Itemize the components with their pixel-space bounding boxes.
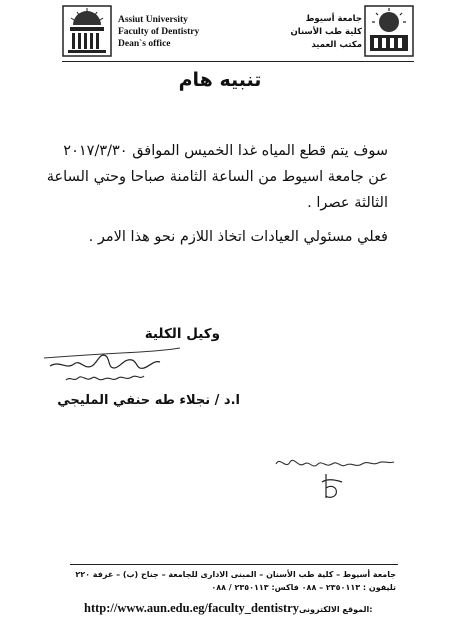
header-divider [62,61,414,62]
page-title: تنبيه هام [178,69,262,91]
header-english [118,14,238,50]
footer-address: جامعة أسيوط – كلية طب الأسنان – المبنى الادارى للجامعة – جناح (ب) – غرفة ٢٢٠ [75,570,396,579]
footer-phone: تليفون : ٢٣٥٠١١٣ – ٠٨٨ فاكس: ٢٣٥٠١١٣ / ٠٨٨ [211,583,396,592]
university-name-ar: جامعة أسيوط [305,14,362,24]
signatory-name: ا.د / نجلاء طه حنفي المليجي [57,393,240,408]
office-name-en: Dean`s office [118,39,171,49]
handwritten-note [270,452,400,502]
notice-line: سوف يتم قطع المياه غدا الخميس الموافق ٢٠١٧/٣/٣٠ [63,143,388,159]
footer-divider [70,564,398,565]
notice-line: عن جامعة اسيوط من الساعة الثامنة صباحا وحتي الساعة [46,169,388,185]
website-label: الموقع الالكترونى: [298,605,373,614]
footer-website [84,597,414,616]
notice-closing: فعلي مسئولي العيادات اتخاذ اللازم نحو هذا الامر . [88,229,388,245]
faculty-name-ar: كلية طب الأسنان [290,27,362,37]
university-emblem-icon [62,5,112,57]
faculty-emblem-icon [364,5,414,57]
signatory-position: وكيل الكلية [144,326,220,342]
university-name-en: Assiut University [118,15,188,25]
notice-body [46,138,388,250]
header-arabic [262,13,362,52]
handwritten-signature [40,342,200,392]
website-url[interactable]: http://www.aun.edu.eg/faculty_dentistry [84,601,299,615]
office-name-ar: مكتب العميد [311,40,362,50]
notice-line: الثالثة عصرا . [307,195,388,211]
faculty-name-en: Faculty of Dentistry [118,27,200,37]
